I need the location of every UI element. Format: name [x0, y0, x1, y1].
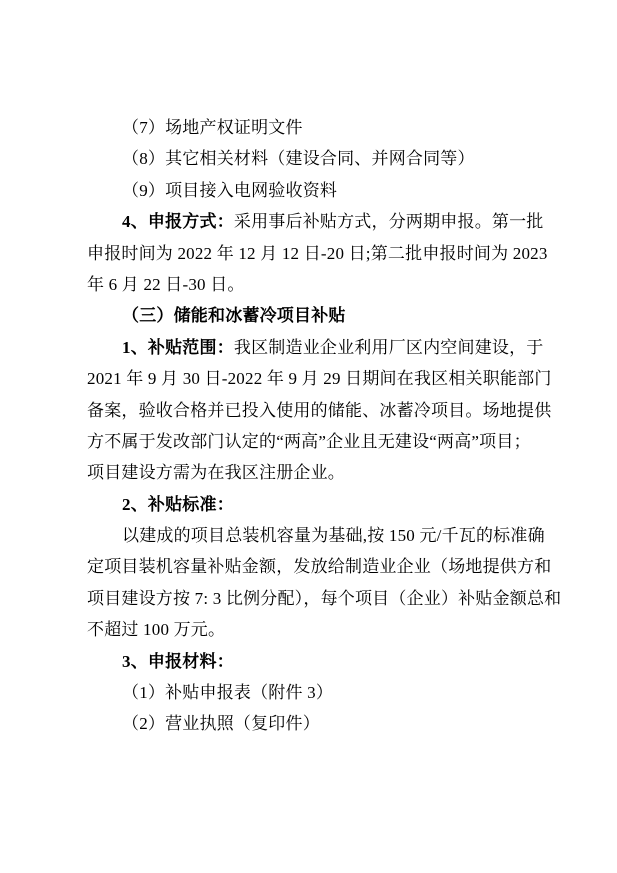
line-text: 以建成的项目总装机容量为基础,按 150 元/千瓦的标准确 [122, 526, 545, 546]
paragraph-line [87, 363, 552, 394]
line-text: 我区制造业企业利用厂区内空间建设，于 [233, 337, 544, 357]
line-text: 年 6 月 22 日-30 日。 [87, 274, 245, 294]
line-text: 2021 年 9 月 30 日-2022 年 9 月 29 日期间在我区相关职能部门 [87, 369, 552, 389]
paragraph-line [87, 395, 552, 426]
paragraph-line [87, 520, 545, 551]
line-text: （1）补贴申报表（附件 3） [122, 683, 334, 703]
line-text: 项目建设方需为在我区注册企业。 [87, 463, 345, 483]
heading-application-materials [87, 646, 537, 677]
line-text: 项目建设方按 7: 3 比例分配），每个项目（企业）补贴金额总和 [87, 588, 562, 608]
paragraph-line [87, 426, 537, 457]
heading-label: 1、补贴范围： [122, 337, 234, 357]
paragraph-line [87, 614, 537, 645]
list-item-7 [87, 112, 537, 143]
line-text: （9）项目接入电网验收资料 [122, 180, 338, 200]
paragraph-line [87, 457, 537, 488]
line-text: 定项目装机容量补贴金额，发放给制造业企业（场地提供方和 [87, 557, 552, 577]
heading-label: 4、申报方式： [122, 212, 234, 232]
line-text: 不超过 100 万元。 [87, 620, 226, 640]
heading-subsidy-standard [87, 489, 537, 520]
heading-subsidy-scope [87, 332, 544, 363]
line-text: 申报时间为 2022 年 12 月 12 日-20 日;第二批申报时间为 2023 [87, 243, 548, 263]
line-text: （2）营业执照（复印件） [122, 714, 320, 734]
paragraph-line [87, 238, 548, 269]
line-text: 备案，验收合格并已投入使用的储能、冰蓄冷项目。场地提供 [87, 400, 552, 420]
heading-label: 3、申报材料： [122, 651, 234, 671]
paragraph-line [87, 551, 552, 582]
list-item-1 [87, 677, 537, 708]
list-item-8 [87, 143, 537, 174]
line-text: （7）场地产权证明文件 [122, 118, 303, 137]
line-text: 方不属于发改部门认定的“两高”企业且无建设“两高”项目； [87, 431, 531, 451]
paragraph-line [87, 583, 562, 614]
line-text: （三）储能和冰蓄冷项目补贴 [122, 306, 346, 326]
line-text: 采用事后补贴方式，分两期申报。第一批 [233, 212, 544, 232]
line-text: （8）其它相关材料（建设合同、并网合同等） [122, 149, 475, 169]
list-item-9 [87, 175, 537, 206]
paragraph-line [87, 269, 537, 300]
section-heading-storage-subsidy [87, 300, 537, 331]
list-item-2 [87, 708, 537, 739]
heading-application-method [87, 206, 544, 237]
heading-label: 2、补贴标准： [122, 494, 234, 514]
